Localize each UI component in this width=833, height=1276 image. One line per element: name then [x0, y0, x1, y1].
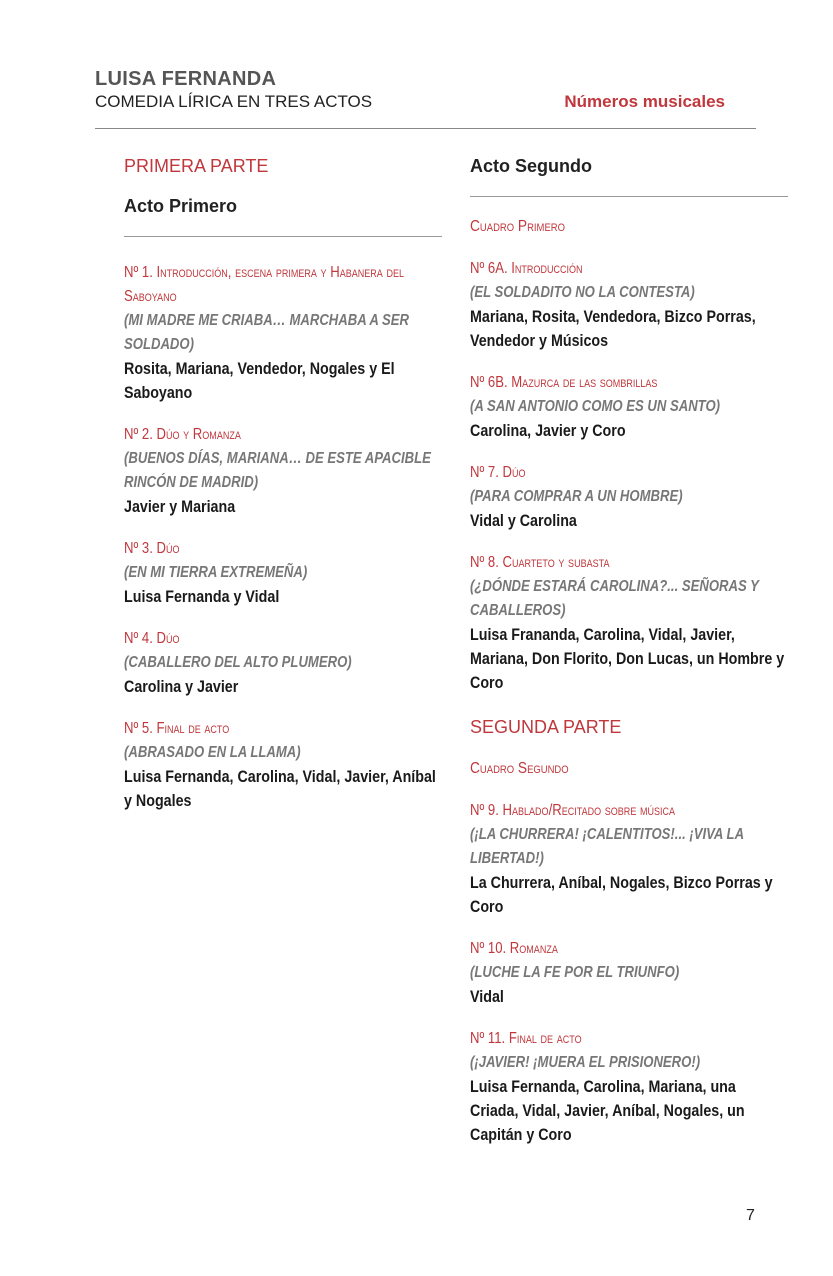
number-cast: Luisa Fernanda y Vidal — [124, 587, 280, 606]
musical-number — [124, 423, 442, 519]
musical-number — [470, 371, 788, 443]
act-divider — [124, 236, 442, 237]
number-title: Nº 1. Introducción, escena primera y Habanera del Saboyano — [124, 264, 405, 305]
number-quote: (ABRASADO EN LA LLAMA) — [124, 744, 301, 761]
page-header — [95, 68, 755, 112]
number-quote: (EL SOLDADITO NO LA CONTESTA) — [470, 284, 695, 301]
number-title: Nº 8. Cuarteto y subasta — [470, 554, 610, 571]
act-heading: Acto Segundo — [470, 156, 592, 176]
part-heading: PRIMERA PARTE — [124, 156, 269, 176]
work-subtitle: COMEDIA LÍRICA EN TRES ACTOS — [95, 92, 373, 111]
number-quote: (¿DÓNDE ESTARÁ CAROLINA?... SEÑORAS Y CABALLEROS) — [470, 578, 759, 619]
number-title: Nº 2. Dúo y Romanza — [124, 426, 241, 443]
act-heading: Acto Primero — [124, 196, 238, 216]
number-cast: Mariana, Rosita, Vendedora, Bizco Porras, Vendedor y Músicos — [470, 307, 756, 350]
musical-number — [470, 257, 788, 353]
number-quote: (MI MADRE ME CRIABA… MARCHABA A SER SOLDADO) — [124, 312, 409, 353]
musical-number — [124, 627, 442, 699]
number-quote: (¡LA CHURRERA! ¡CALENTITOS!... ¡VIVA LA LIBERTAD!) — [470, 826, 744, 867]
work-title: LUISA FERNANDA — [95, 68, 277, 90]
part-heading: SEGUNDA PARTE — [470, 717, 622, 737]
number-list — [470, 799, 788, 1147]
musical-number — [470, 937, 788, 1009]
musical-number — [124, 261, 442, 405]
number-cast: Rosita, Mariana, Vendedor, Nogales y El Saboyano — [124, 359, 395, 402]
section-label: Números musicales — [564, 92, 725, 111]
number-title: Nº 11. Final de acto — [470, 1030, 582, 1047]
number-title: Nº 9. Hablado/Recitado sobre música — [470, 802, 676, 819]
musical-number — [470, 551, 788, 695]
musical-number — [470, 799, 788, 919]
left-column — [124, 150, 442, 831]
number-list — [124, 261, 442, 813]
musical-number — [124, 717, 442, 813]
number-cast: Luisa Frananda, Carolina, Vidal, Javier, Mariana, Don Florito, Don Lucas, un Hombre y Coro — [470, 625, 785, 692]
cuadro-heading: Cuadro Primero — [470, 218, 565, 235]
number-quote: (EN MI TIERRA EXTREMEÑA) — [124, 564, 308, 581]
number-title: Nº 5. Final de acto — [124, 720, 230, 737]
musical-number — [124, 537, 442, 609]
number-cast: Carolina y Javier — [124, 677, 239, 696]
number-quote: (LUCHE LA FE POR EL TRIUNFO) — [470, 964, 680, 981]
number-cast: Carolina, Javier y Coro — [470, 421, 626, 440]
right-column — [470, 150, 788, 1165]
number-title: Nº 3. Dúo — [124, 540, 180, 557]
number-title: Nº 6B. Mazurca de las sombrillas — [470, 374, 658, 391]
number-cast: Vidal y Carolina — [470, 511, 577, 530]
musical-number — [470, 1027, 788, 1147]
number-quote: (PARA COMPRAR A UN HOMBRE) — [470, 488, 683, 505]
number-cast: Javier y Mariana — [124, 497, 236, 516]
number-quote: (¡JAVIER! ¡MUERA EL PRISIONERO!) — [470, 1054, 701, 1071]
number-quote: (CABALLERO DEL ALTO PLUMERO) — [124, 654, 352, 671]
number-quote: (BUENOS DÍAS, MARIANA… DE ESTE APACIBLE RINCÓN DE MADRID) — [124, 450, 431, 491]
number-cast: La Churrera, Aníbal, Nogales, Bizco Porras y Coro — [470, 873, 773, 916]
page-number: 7 — [746, 1207, 755, 1224]
cuadro-heading: Cuadro Segundo — [470, 760, 569, 777]
number-cast: Luisa Fernanda, Carolina, Vidal, Javier, Aníbal y Nogales — [124, 767, 436, 810]
number-cast: Vidal — [470, 987, 504, 1006]
musical-number — [470, 461, 788, 533]
number-title: Nº 6A. Introducción — [470, 260, 583, 277]
number-list — [470, 257, 788, 695]
number-quote: (A SAN ANTONIO COMO ES UN SANTO) — [470, 398, 721, 415]
number-title: Nº 4. Dúo — [124, 630, 180, 647]
number-cast: Luisa Fernanda, Carolina, Mariana, una Criada, Vidal, Javier, Aníbal, Nogales, un Capitán y Coro — [470, 1077, 745, 1144]
number-title: Nº 7. Dúo — [470, 464, 526, 481]
header-divider — [95, 128, 756, 129]
number-title: Nº 10. Romanza — [470, 940, 558, 957]
act-divider — [470, 196, 788, 197]
